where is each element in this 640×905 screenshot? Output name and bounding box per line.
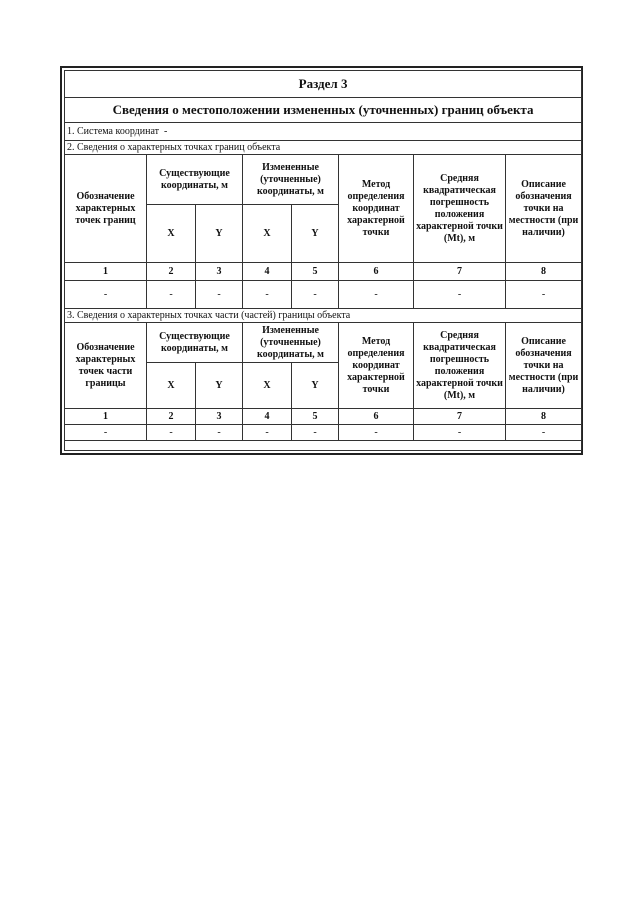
section-heading: Сведения о местоположении измененных (уточненных) границ объекта bbox=[65, 98, 582, 123]
col-number: 6 bbox=[339, 263, 414, 281]
col-number: 7 bbox=[414, 263, 506, 281]
table-cell: - bbox=[339, 281, 414, 309]
col-error: Средняя квадратическая погрешность положения характерной точки (Mt), м bbox=[414, 155, 506, 263]
col-number: 3 bbox=[196, 409, 243, 425]
col-description-part: Описание обозначения точки на местности (при наличии) bbox=[506, 323, 582, 409]
col-designation: Обозначение характерных точек границ bbox=[65, 155, 147, 263]
coordinate-system-value: - bbox=[164, 125, 168, 137]
table-cell: - bbox=[147, 281, 196, 309]
col-number: 6 bbox=[339, 409, 414, 425]
column-number-row bbox=[65, 263, 582, 281]
col-changed-x-part: X bbox=[243, 363, 292, 409]
section-title: Раздел 3 bbox=[65, 71, 582, 98]
table-cell: - bbox=[147, 425, 196, 441]
col-number: 3 bbox=[196, 263, 243, 281]
col-changed-y-part: Y bbox=[292, 363, 339, 409]
table-cell: - bbox=[339, 425, 414, 441]
table-cell: - bbox=[506, 425, 582, 441]
col-number: 7 bbox=[414, 409, 506, 425]
table-cell: - bbox=[243, 425, 292, 441]
table-cell: - bbox=[414, 425, 506, 441]
table-cell: - bbox=[506, 281, 582, 309]
table-cell: - bbox=[292, 425, 339, 441]
col-existing-x: X bbox=[147, 205, 196, 263]
col-number: 2 bbox=[147, 409, 196, 425]
col-number: 8 bbox=[506, 409, 582, 425]
empty-row bbox=[65, 441, 582, 451]
points-section-title: 2. Сведения о характерных точках границ объекта bbox=[65, 141, 582, 155]
column-number-row-part bbox=[65, 409, 582, 425]
col-existing-y: Y bbox=[196, 205, 243, 263]
col-existing-x-part: X bbox=[147, 363, 196, 409]
col-method: Метод определения координат характерной точки bbox=[339, 155, 414, 263]
empty-cell bbox=[65, 441, 582, 451]
section-frame bbox=[60, 66, 583, 455]
col-number: 1 bbox=[65, 263, 147, 281]
col-existing-y-part: Y bbox=[196, 363, 243, 409]
table-cell: - bbox=[292, 281, 339, 309]
col-number: 5 bbox=[292, 409, 339, 425]
col-number: 2 bbox=[147, 263, 196, 281]
table-cell: - bbox=[65, 281, 147, 309]
table-cell: - bbox=[414, 281, 506, 309]
boundary-table bbox=[64, 70, 582, 451]
col-number: 1 bbox=[65, 409, 147, 425]
col-existing-coords-part: Существующие координаты, м bbox=[147, 323, 243, 363]
table-row bbox=[65, 425, 582, 441]
col-number: 4 bbox=[243, 409, 292, 425]
col-number: 4 bbox=[243, 263, 292, 281]
col-changed-x: X bbox=[243, 205, 292, 263]
col-designation-part: Обозначение характерных точек части границы bbox=[65, 323, 147, 409]
table-cell: - bbox=[196, 425, 243, 441]
table-cell: - bbox=[243, 281, 292, 309]
col-changed-coords-part: Измененные (уточненные) координаты, м bbox=[243, 323, 339, 363]
col-changed-y: Y bbox=[292, 205, 339, 263]
col-error-part: Средняя квадратическая погрешность положения характерной точки (Mt), м bbox=[414, 323, 506, 409]
col-existing-coords: Существующие координаты, м bbox=[147, 155, 243, 205]
col-changed-coords: Измененные (уточненные) координаты, м bbox=[243, 155, 339, 205]
col-number: 8 bbox=[506, 263, 582, 281]
coordinate-system-row bbox=[65, 123, 582, 141]
table-cell: - bbox=[196, 281, 243, 309]
col-description: Описание обозначения точки на местности (при наличии) bbox=[506, 155, 582, 263]
table-row bbox=[65, 281, 582, 309]
coordinate-system-label: 1. Система координат bbox=[67, 125, 160, 137]
part-section-title: 3. Сведения о характерных точках части (частей) границы объекта bbox=[65, 309, 582, 323]
col-number: 5 bbox=[292, 263, 339, 281]
col-method-part: Метод определения координат характерной точки bbox=[339, 323, 414, 409]
table-cell: - bbox=[65, 425, 147, 441]
